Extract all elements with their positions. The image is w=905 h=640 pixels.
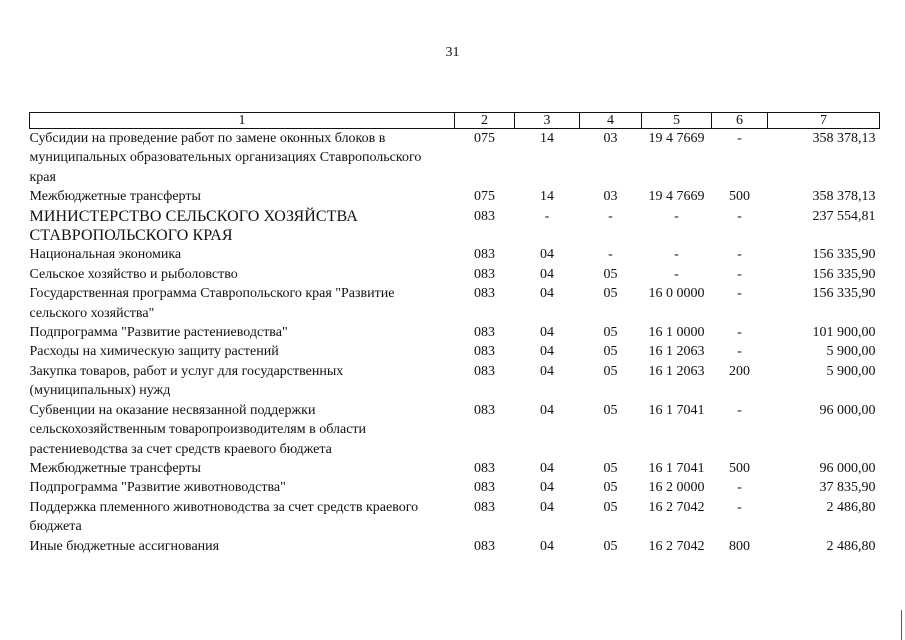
cell-section: 04 xyxy=(540,286,554,302)
table-row xyxy=(30,265,880,284)
cell-name: Поддержка племенного животноводства за счет средств краевого бюджета xyxy=(29,499,419,535)
scan-edge-mark xyxy=(901,610,902,640)
cell-ministry-code: 083 xyxy=(474,402,495,418)
cell-section: 14 xyxy=(540,189,554,205)
cell-amount: 5 900,00 xyxy=(826,363,876,379)
cell-amount: 2 486,80 xyxy=(826,499,876,515)
cell-name: Сельское хозяйство и рыболовство xyxy=(29,266,238,282)
column-header-expense-type: 6 xyxy=(712,113,768,129)
cell-name: Субвенции на оказание несвязанной поддержки сельскохозяйственным товаропроизводителям в области растениеводства за счет средств краевого бюджета xyxy=(29,402,367,457)
cell-name: Подпрограмма "Развитие растениеводства" xyxy=(29,325,288,341)
table-row xyxy=(30,129,880,188)
table-row xyxy=(30,362,880,401)
cell-target-article: 19 4 7669 xyxy=(648,131,705,146)
cell-target-article: 16 1 0000 xyxy=(648,325,705,341)
cell-section: 04 xyxy=(540,402,554,418)
cell-ministry-code: 083 xyxy=(474,266,495,282)
cell-name: Расходы на химическую защиту растений xyxy=(29,344,279,360)
cell-amount: 101 900,00 xyxy=(812,325,876,341)
cell-amount: 156 335,90 xyxy=(812,286,876,302)
cell-name: Межбюджетные трансферты xyxy=(29,189,201,205)
cell-amount: 37 835,90 xyxy=(819,480,876,496)
cell-section: 04 xyxy=(540,325,554,341)
cell-section: 04 xyxy=(540,480,554,496)
cell-section: 04 xyxy=(540,363,554,379)
cell-subsection: 05 xyxy=(603,363,618,379)
page-number: 31 xyxy=(445,45,460,60)
budget-table xyxy=(29,112,880,556)
cell-ministry-code: 075 xyxy=(474,131,495,146)
cell-subsection: 03 xyxy=(603,189,618,205)
table-header xyxy=(30,113,880,129)
cell-section: 04 xyxy=(540,460,554,476)
table-row xyxy=(30,245,880,264)
cell-ministry-code: 083 xyxy=(474,247,495,263)
cell-amount: 156 335,90 xyxy=(812,247,876,263)
cell-target-article: 16 1 2063 xyxy=(648,363,705,379)
cell-target-article: - xyxy=(674,208,679,224)
cell-amount: 2 486,80 xyxy=(826,538,876,554)
cell-ministry-code: 083 xyxy=(474,344,495,360)
cell-ministry-code: 083 xyxy=(474,325,495,341)
cell-amount: 237 554,81 xyxy=(812,208,876,224)
cell-name: Подпрограмма "Развитие животноводства" xyxy=(29,480,286,496)
cell-subsection: 05 xyxy=(603,460,618,476)
cell-section: 04 xyxy=(540,538,554,554)
cell-ministry-code: 083 xyxy=(474,499,495,515)
cell-expense-type: - xyxy=(737,208,742,224)
cell-target-article: 19 4 7669 xyxy=(648,189,705,205)
cell-ministry-code: 075 xyxy=(474,189,495,205)
column-header-amount: 7 xyxy=(768,113,880,129)
cell-ministry-code: 083 xyxy=(474,480,495,496)
header-row xyxy=(30,113,880,129)
cell-subsection: 05 xyxy=(603,344,618,360)
table-row xyxy=(30,284,880,323)
cell-target-article: 16 2 7042 xyxy=(648,499,705,515)
column-header-name: 1 xyxy=(30,113,455,129)
cell-section: 04 xyxy=(540,344,554,360)
cell-amount: 358 378,13 xyxy=(812,131,876,146)
cell-amount: 5 900,00 xyxy=(826,344,876,360)
column-header-ministry-code: 2 xyxy=(455,113,515,129)
table-row xyxy=(30,459,880,478)
cell-target-article: 16 2 7042 xyxy=(648,538,705,554)
cell-target-article: 16 2 0000 xyxy=(648,480,705,496)
table-row xyxy=(30,342,880,361)
cell-target-article: 16 1 2063 xyxy=(648,344,705,360)
column-header-subsection: 4 xyxy=(580,113,642,129)
cell-name: Государственная программа Ставропольского края "Развитие сельского хозяйства" xyxy=(29,286,395,321)
cell-subsection: 05 xyxy=(603,538,618,554)
cell-expense-type: - xyxy=(737,344,742,360)
table-row xyxy=(30,498,880,537)
cell-ministry-code: 083 xyxy=(474,208,495,224)
cell-expense-type: 500 xyxy=(729,460,750,476)
cell-subsection: 05 xyxy=(603,402,618,418)
cell-expense-type: - xyxy=(737,247,742,263)
cell-name: Закупка товаров, работ и услуг для государственных (муниципальных) нужд xyxy=(29,363,344,399)
cell-subsection: 05 xyxy=(603,266,618,282)
cell-target-article: 16 0 0000 xyxy=(648,286,705,302)
cell-subsection: 05 xyxy=(603,499,618,515)
cell-subsection: - xyxy=(608,208,613,224)
table-row xyxy=(30,478,880,497)
table-row xyxy=(30,187,880,206)
cell-amount: 96 000,00 xyxy=(819,402,876,418)
cell-section: 14 xyxy=(540,131,554,146)
table-row xyxy=(30,401,880,459)
cell-ministry-code: 083 xyxy=(474,363,495,379)
column-header-target-article: 5 xyxy=(642,113,712,129)
cell-name: Субсидии на проведение работ по замене оконных блоков в муниципальных образовательных организациях Ставропольского края xyxy=(29,131,422,185)
table-row xyxy=(30,537,880,556)
cell-subsection: 05 xyxy=(603,325,618,341)
cell-expense-type: 800 xyxy=(729,538,750,554)
cell-name: Межбюджетные трансферты xyxy=(29,460,201,476)
cell-expense-type: 200 xyxy=(729,363,750,379)
cell-subsection: - xyxy=(608,247,613,263)
cell-ministry-code: 083 xyxy=(474,538,495,554)
cell-subsection: 05 xyxy=(603,286,618,302)
cell-expense-type: - xyxy=(737,499,742,515)
cell-section: 04 xyxy=(540,247,554,263)
cell-section: - xyxy=(544,208,550,224)
table-body xyxy=(30,129,880,556)
cell-target-article: - xyxy=(674,266,679,282)
cell-expense-type: - xyxy=(737,480,742,496)
cell-subsection: 05 xyxy=(603,480,618,496)
cell-target-article: - xyxy=(674,247,679,263)
cell-amount: 358 378,13 xyxy=(812,189,876,205)
cell-section: 04 xyxy=(540,266,554,282)
column-header-section: 3 xyxy=(515,113,580,129)
cell-expense-type: - xyxy=(737,131,742,146)
cell-amount: 156 335,90 xyxy=(812,266,876,282)
cell-ministry-code: 083 xyxy=(474,286,495,302)
cell-expense-type: - xyxy=(737,402,742,418)
cell-subsection: 03 xyxy=(603,131,618,146)
cell-name: Национальная экономика xyxy=(29,247,182,263)
table-row xyxy=(30,207,880,246)
cell-target-article: 16 1 7041 xyxy=(648,460,705,476)
cell-expense-type: - xyxy=(737,325,742,341)
cell-name: Иные бюджетные ассигнования xyxy=(29,538,220,554)
cell-section: 04 xyxy=(540,499,554,515)
cell-amount: 96 000,00 xyxy=(819,460,876,476)
cell-expense-type: 500 xyxy=(729,189,750,205)
cell-expense-type: - xyxy=(737,266,742,282)
cell-name: МИНИСТЕРСТВО СЕЛЬСКОГО ХОЗЯЙСТВА СТАВРОПОЛЬСКОГО КРАЯ xyxy=(29,207,358,245)
cell-ministry-code: 083 xyxy=(474,460,495,476)
table-row xyxy=(30,323,880,342)
cell-expense-type: - xyxy=(737,286,742,302)
cell-target-article: 16 1 7041 xyxy=(648,402,705,418)
